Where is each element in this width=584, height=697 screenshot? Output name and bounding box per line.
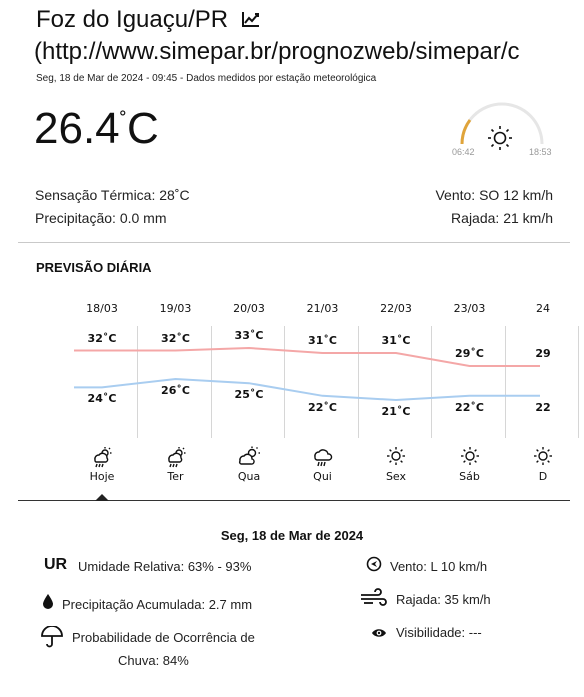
temperature-value: 26.4 [34,104,120,153]
feels-like: Sensação Térmica: 28˚C [35,187,190,203]
forecast-min-temp: 24˚C [87,392,117,406]
eye-icon [371,627,387,639]
forecast-day-label[interactable]: Sáb [459,470,480,483]
forecast-day-date: 20/03 [233,302,265,315]
ur-badge: UR [44,556,68,573]
sun-icon[interactable] [440,446,500,471]
selected-day-pointer [95,494,109,501]
sunset-time: 18:53 [529,147,552,157]
sunrise-time: 06:42 [452,147,475,157]
forecast-min-temp: 21˚C [381,405,411,418]
forecast-max-temp: 31˚C [381,334,411,347]
forecast-day-date: 18/03 [86,302,118,315]
daily-forecast[interactable] [0,292,584,507]
forecast-min-temp: 26˚C [161,384,190,397]
detail-wind: Vento: L 10 km/h [390,559,488,574]
sun-icon[interactable] [513,446,573,471]
accumulated-precipitation: Precipitação Acumulada: 2.7 mm [62,597,253,612]
sun-icon [488,126,512,150]
forecast-max-temp: 29 [535,347,551,360]
min-temperature-line [74,379,540,400]
sun-icon[interactable] [366,446,426,471]
forecast-max-temp: 33˚C [234,329,264,342]
rain-cloud-icon[interactable] [293,446,353,473]
rain-probability-line2: Chuva: 84% [118,653,189,668]
divider [18,242,570,243]
forecast-min-temp: 25˚C [234,388,264,402]
gust-wind-icon [360,588,388,608]
forecast-day-label[interactable]: Qua [237,470,261,483]
forecast-day-date: 23/03 [453,302,486,315]
measurement-note: Seg, 18 de Mar de 2024 - 09:45 - Dados medidos por estação meteorológica [36,73,377,84]
trend-chart-icon[interactable] [241,7,261,35]
city-name: Foz do Iguaçu/PR [36,6,229,33]
drop-icon [42,593,54,609]
city-title [36,6,261,35]
forecast-day-label[interactable]: Qui [313,470,332,483]
forecast-day-label[interactable]: Hoje [89,470,115,483]
forecast-day-label[interactable]: Ter [167,470,184,483]
precipitation: Precipitação: 0.0 mm [35,210,167,226]
source-url[interactable]: (http://www.simepar.br/prognozweb/simepar/c [34,38,520,65]
wind: Vento: SO 12 km/h [435,187,553,203]
forecast-day-label[interactable]: D [538,470,548,483]
detail-visibility: Visibilidade: --- [396,625,482,640]
forecast-day-date: 21/03 [306,302,339,315]
sun-arc [452,100,552,150]
temperature-unit: C [126,104,159,153]
forecast-title: PREVISÃO DIÁRIA [36,260,152,275]
forecast-max-temp: 32˚C [87,331,117,345]
partly-cloudy-icon[interactable] [219,446,279,471]
degree-sign: ˚ [119,108,127,133]
wind-direction-icon [366,556,382,572]
forecast-day-date: 24 [536,302,550,315]
forecast-day-label[interactable]: Sex [385,470,407,483]
forecast-day-date: 22/03 [380,302,412,315]
forecast-day-date: 19/03 [159,302,192,315]
forecast-min-temp: 22 [535,400,551,414]
forecast-max-temp: 32˚C [161,331,190,345]
forecast-column-divider [578,326,579,438]
detail-date: Seg, 18 de Mar de 2024 [220,528,364,543]
forecast-max-temp: 31˚C [308,334,337,347]
detail-gust: Rajada: 35 km/h [396,592,491,607]
forecast-min-temp: 22˚C [455,400,484,414]
forecast-max-temp: 29˚C [455,347,484,360]
current-temperature [34,104,159,154]
humidity: Umidade Relativa: 63% - 93% [78,559,252,574]
rain-sun-icon[interactable] [72,446,132,473]
forecast-min-temp: 22˚C [308,400,337,414]
rain-sun-icon[interactable] [146,446,206,473]
rain-probability-line1: Probabilidade de Ocorrência de [72,630,255,645]
umbrella-icon [40,626,64,648]
gust: Rajada: 21 km/h [451,210,553,226]
